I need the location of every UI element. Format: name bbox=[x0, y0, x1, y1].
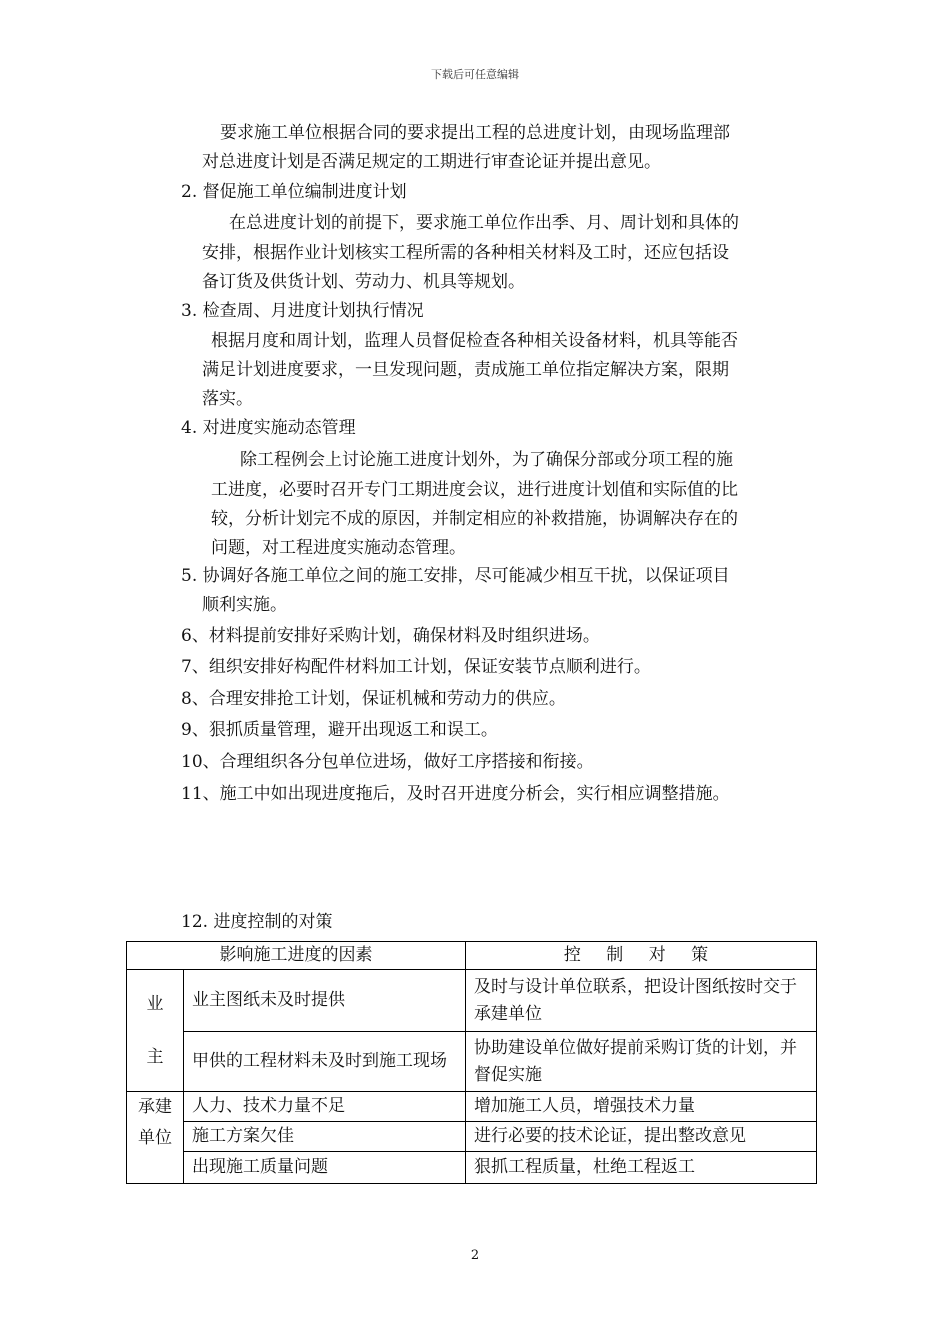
body-line: 问题，对工程进度实施动态管理。 bbox=[211, 538, 466, 558]
category-cell-owner bbox=[127, 970, 184, 1092]
factor-cell: 业主图纸未及时提供 bbox=[184, 970, 466, 1032]
section-heading: 5. 协调好各施工单位之间的施工安排，尽可能减少相互干扰，以保证项目 bbox=[181, 566, 730, 586]
body-line: 顺利实施。 bbox=[202, 595, 287, 615]
factor-cell: 出现施工质量问题 bbox=[184, 1152, 466, 1184]
section-heading: 2. 督促施工单位编制进度计划 bbox=[181, 182, 407, 202]
progress-control-table bbox=[126, 941, 817, 1184]
category-label: 业 bbox=[146, 993, 164, 1014]
body-line: 对总进度计划是否满足规定的工期进行审查论证并提出意见。 bbox=[202, 152, 661, 172]
measure-cell: 进行必要的技术论证，提出整改意见 bbox=[466, 1122, 817, 1152]
list-item: 11、施工中如出现进度拖后，及时召开进度分析会，实行相应调整措施。 bbox=[181, 784, 730, 804]
body-line: 较，分析计划完不成的原因，并制定相应的补救措施，协调解决存在的 bbox=[211, 509, 738, 529]
factor-cell: 人力、技术力量不足 bbox=[184, 1092, 466, 1122]
body-line: 在总进度计划的前提下，要求施工单位作出季、月、周计划和具体的 bbox=[229, 213, 739, 233]
list-item: 9、狠抓质量管理，避开出现返工和误工。 bbox=[181, 720, 498, 740]
measure-cell: 狠抓工程质量，杜绝工程返工 bbox=[466, 1152, 817, 1184]
body-line: 备订货及供货计划、劳动力、机具等规划。 bbox=[202, 272, 525, 292]
page-number: 2 bbox=[470, 1248, 480, 1263]
measure-cell: 及时与设计单位联系，把设计图纸按时交于承建单位 bbox=[466, 970, 817, 1032]
body-line: 要求施工单位根据合同的要求提出工程的总进度计划，由现场监理部 bbox=[220, 123, 730, 143]
section-heading: 12. 进度控制的对策 bbox=[181, 912, 333, 932]
list-item: 10、合理组织各分包单位进场，做好工序搭接和衔接。 bbox=[181, 752, 594, 772]
table-row bbox=[127, 1032, 817, 1092]
factor-cell: 施工方案欠佳 bbox=[184, 1122, 466, 1152]
table-row bbox=[127, 1092, 817, 1122]
factor-cell: 甲供的工程材料未及时到施工现场 bbox=[184, 1032, 466, 1092]
list-item: 6、材料提前安排好采购计划，确保材料及时组织进场。 bbox=[181, 626, 600, 646]
table-row bbox=[127, 970, 817, 1032]
measure-cell: 协助建设单位做好提前采购订货的计划，并督促实施 bbox=[466, 1032, 817, 1092]
list-item: 7、组织安排好构配件材料加工计划，保证安装节点顺利进行。 bbox=[181, 657, 651, 677]
table-row bbox=[127, 1152, 817, 1184]
body-line: 除工程例会上讨论施工进度计划外，为了确保分部或分项工程的施 bbox=[240, 450, 733, 470]
measure-cell: 增加施工人员，增强技术力量 bbox=[466, 1092, 817, 1122]
body-line: 落实。 bbox=[202, 389, 253, 409]
section-heading: 3. 检查周、月进度计划执行情况 bbox=[181, 301, 424, 321]
section-heading: 4. 对进度实施动态管理 bbox=[181, 418, 356, 438]
category-label: 主 bbox=[146, 1046, 164, 1067]
table-header-measures: 控 制 对 策 bbox=[466, 942, 817, 970]
page-header: 下载后可任意编辑 bbox=[431, 68, 519, 81]
body-line: 根据月度和周计划，监理人员督促检查各种相关设备材料，机具等能否 bbox=[211, 331, 738, 351]
table-header-row bbox=[127, 942, 817, 970]
category-cell-contractor bbox=[127, 1092, 184, 1184]
table-header-factors: 影响施工进度的因素 bbox=[127, 942, 466, 970]
category-label: 承建 bbox=[138, 1097, 172, 1117]
table-row bbox=[127, 1122, 817, 1152]
list-item: 8、合理安排抢工计划，保证机械和劳动力的供应。 bbox=[181, 689, 566, 709]
body-line: 满足计划进度要求，一旦发现问题，责成施工单位指定解决方案，限期 bbox=[202, 360, 729, 380]
body-line: 工进度，必要时召开专门工期进度会议，进行进度计划值和实际值的比 bbox=[211, 480, 738, 500]
category-label: 单位 bbox=[138, 1128, 172, 1148]
body-line: 安排，根据作业计划核实工程所需的各种相关材料及工时，还应包括设 bbox=[202, 243, 729, 263]
